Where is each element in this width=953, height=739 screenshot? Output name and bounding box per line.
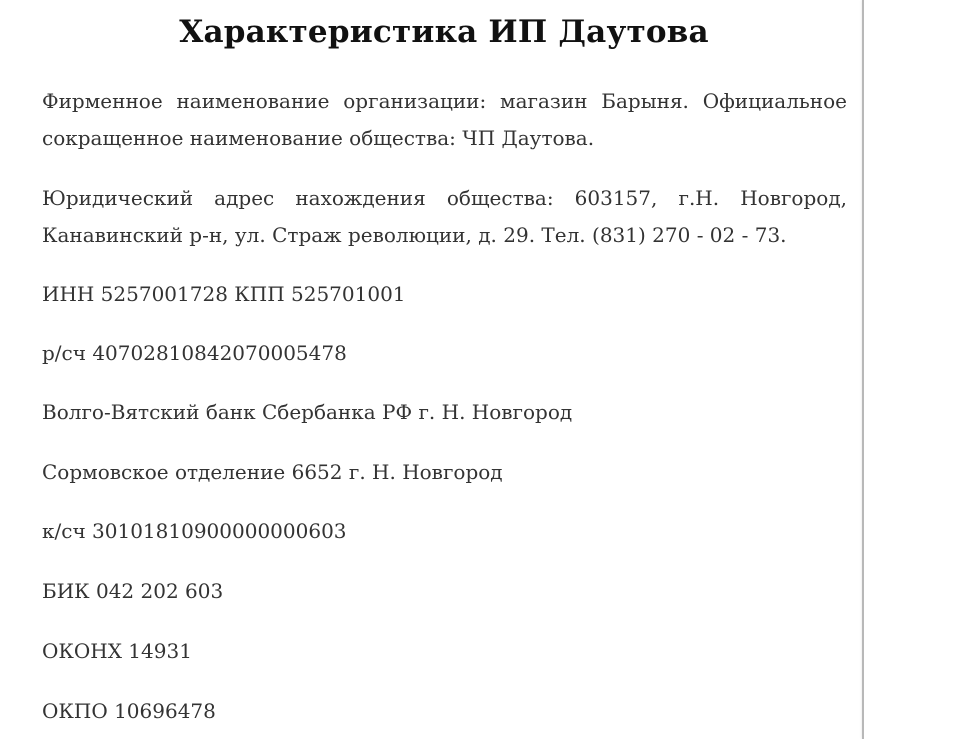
correspondent-account-paragraph: к/сч 30101810900000000603 — [42, 519, 347, 543]
okonh-paragraph: ОКОНХ 14931 — [42, 639, 192, 663]
company-name-paragraph — [42, 83, 847, 157]
bik-paragraph: БИК 042 202 603 — [42, 579, 224, 603]
settlement-account-paragraph: р/сч 40702810842070005478 — [42, 341, 347, 365]
okpo-paragraph: ОКПО 10696478 — [42, 699, 216, 723]
page-title: Характеристика ИП Даутова — [179, 14, 709, 50]
inn-kpp-paragraph: ИНН 5257001728 КПП 525701001 — [42, 282, 406, 306]
legal-address-line-2: Канавинский р-н, ул. Страж революции, д. 29. Тел. (831) 270 - 02 - 73. — [42, 223, 787, 247]
company-name-line-1: Фирменное наименование организации: магазин Барыня. Официальное — [42, 89, 847, 113]
legal-address-line-1: Юридический адрес нахождения общества: 603157, г.Н. Новгород, — [42, 186, 847, 210]
company-name-line-2: сокращенное наименование общества: ЧП Даутова. — [42, 126, 595, 150]
bank-branch-paragraph: Сормовское отделение 6652 г. Н. Новгород — [42, 460, 503, 484]
right-margin-area — [864, 0, 953, 739]
bank-name-paragraph: Волго-Вятский банк Сбербанка РФ г. Н. Новгород — [42, 400, 573, 424]
legal-address-paragraph — [42, 180, 847, 254]
